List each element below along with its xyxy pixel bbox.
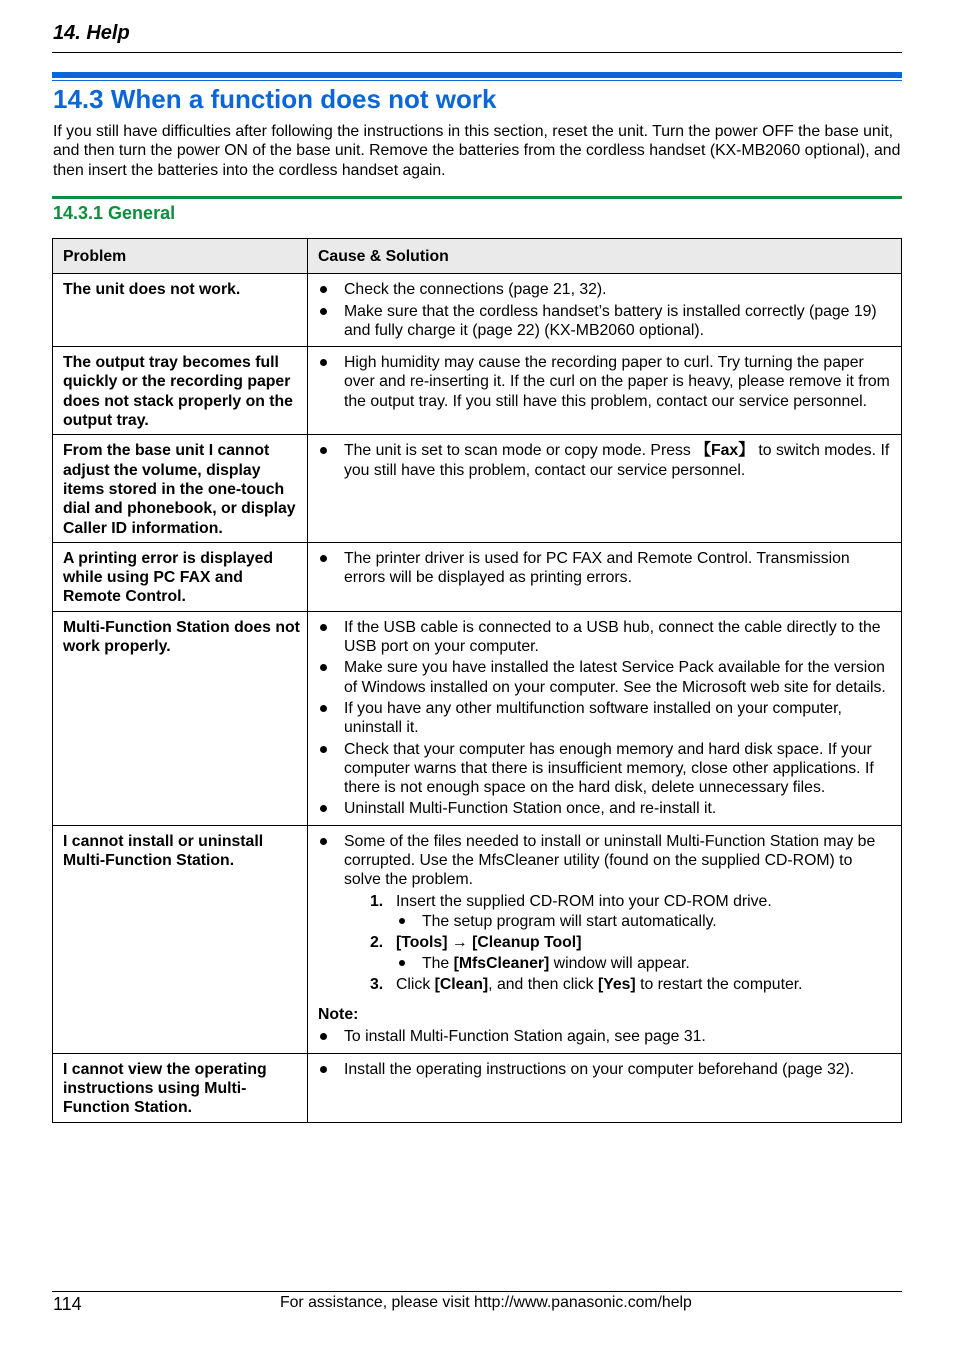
bullet-text: Some of the files needed to install or uninstall Multi-Function Station may be corrupted. Use the MfsCleaner utility (found on the supplied CD-ROM) to solve the problem.	[344, 832, 876, 889]
yes-button-label: [Yes]	[597, 975, 636, 993]
solution-bullet: If you have any other multifunction software installed on your computer, uninstall it.	[318, 699, 892, 738]
subsection-bar	[52, 196, 902, 199]
solution-bullet: The printer driver is used for PC FAX and Remote Control. Transmission errors will be displayed as printing errors.	[318, 549, 892, 588]
table-row	[53, 274, 902, 347]
subsection-title: 14.3.1 General	[53, 203, 176, 223]
solution-cell	[308, 435, 902, 542]
solution-cell	[308, 542, 902, 611]
table-row	[53, 611, 902, 825]
solution-bullet: Make sure you have installed the latest Service Pack available for the version of Windows installed on your computer. See the Microsoft web site for details.	[318, 658, 892, 697]
bullet-text: The unit is set to scan mode or copy mode. Press	[344, 442, 696, 460]
step-text: to restart the computer.	[635, 975, 803, 993]
problem-cell: I cannot view the operating instructions using Multi-Function Station.	[53, 1053, 308, 1122]
step-text: Insert the supplied CD-ROM into your CD-ROM drive.	[396, 892, 772, 910]
problem-cell: I cannot install or uninstall Multi-Function Station.	[53, 825, 308, 1053]
fax-key-label: 【Fax】	[695, 442, 755, 460]
solution-bullet	[318, 441, 892, 480]
step-number: 2.	[370, 934, 384, 952]
problem-cell: A printing error is displayed while using PC FAX and Remote Control.	[53, 542, 308, 611]
note-label: Note:	[318, 1006, 359, 1024]
footer-assistance-text: For assistance, please visit http://www.panasonic.com/help	[280, 1294, 692, 1311]
problem-cell: The output tray becomes full quickly or the recording paper does not stack properly on the output tray.	[53, 347, 308, 435]
solution-bullet: If the USB cable is connected to a USB hub, connect the cable directly to the USB port on your computer.	[318, 618, 892, 657]
solution-bullet: Make sure that the cordless handset’s battery is installed correctly (page 19) and fully charge it (page 22) (KX-MB2060 optional).	[318, 302, 892, 341]
bullet-text: to switch modes. If you still have this problem, contact our service personnel.	[344, 442, 890, 479]
header-rule	[52, 52, 902, 53]
clean-button-label: [Clean]	[434, 975, 489, 993]
sub-text: window will appear.	[549, 954, 690, 972]
problem-cell: The unit does not work.	[53, 274, 308, 347]
solution-bullet: Check the connections (page 21, 32).	[318, 280, 892, 299]
procedure-steps	[370, 892, 892, 994]
solution-cell	[308, 1053, 902, 1122]
solution-bullet: Check that your computer has enough memory and hard disk space. If your computer warns that there is insufficient memory, close other applications. If there is not enough space on the hard disk, delete unnecessary files.	[318, 740, 892, 798]
procedure-step	[370, 892, 892, 932]
table-header-row	[53, 239, 902, 274]
sub-text: The	[422, 954, 454, 972]
tools-menu-label: [Tools]	[396, 934, 448, 952]
section-title-bar	[52, 72, 902, 78]
step-text: , and then click	[488, 975, 598, 993]
page-number: 114	[53, 1294, 82, 1314]
step-number: 3.	[370, 975, 384, 993]
mfscleaner-label: [MfsCleaner]	[453, 954, 550, 972]
solution-cell	[308, 825, 902, 1053]
solution-cell	[308, 347, 902, 435]
procedure-step	[370, 975, 892, 994]
solution-bullet: Uninstall Multi-Function Station once, and re-install it.	[318, 799, 892, 818]
table-row	[53, 1053, 902, 1122]
note-bullet: To install Multi-Function Station again, see page 31.	[318, 1027, 892, 1046]
solution-cell	[308, 611, 902, 825]
solution-bullet	[318, 832, 892, 994]
arrow-icon: →	[451, 934, 468, 952]
solution-bullet: Install the operating instructions on your computer beforehand (page 32).	[318, 1060, 892, 1079]
solution-cell	[308, 274, 902, 347]
step-text: Click	[396, 975, 435, 993]
solution-bullet: High humidity may cause the recording paper to curl. Try turning the paper over and re-inserting it. If the curl on the paper is heavy, please remove it from the output tray. If you still have this problem, contact our service personnel.	[318, 353, 892, 411]
step-sub-bullet	[396, 954, 892, 973]
section-title: 14.3 When a function does not work	[53, 84, 497, 114]
cleanup-tool-label: [Cleanup Tool]	[472, 934, 582, 952]
troubleshooting-table	[52, 238, 902, 1123]
section-title-underline	[52, 80, 902, 81]
column-header-problem: Problem	[53, 239, 308, 274]
table-row	[53, 542, 902, 611]
step-number: 1.	[370, 892, 384, 910]
chapter-header: 14. Help	[53, 22, 130, 44]
table-row	[53, 435, 902, 542]
table-row	[53, 825, 902, 1053]
column-header-solution: Cause & Solution	[308, 239, 902, 274]
procedure-step	[370, 933, 892, 973]
problem-cell: From the base unit I cannot adjust the volume, display items stored in the one-touch dial and phonebook, or display Caller ID information.	[53, 435, 308, 542]
problem-cell: Multi-Function Station does not work properly.	[53, 611, 308, 825]
step-sub-bullet: The setup program will start automatically.	[396, 912, 892, 931]
table-row	[53, 347, 902, 435]
section-intro: If you still have difficulties after following the instructions in this section, reset the unit. Turn the power OFF the base unit, and then turn the power ON of the base unit. Remove the batteries from the cordless handset (KX-MB2060 optional), and then insert the batteries into the cordless handset again.	[53, 123, 901, 179]
footer-rule	[52, 1291, 902, 1292]
